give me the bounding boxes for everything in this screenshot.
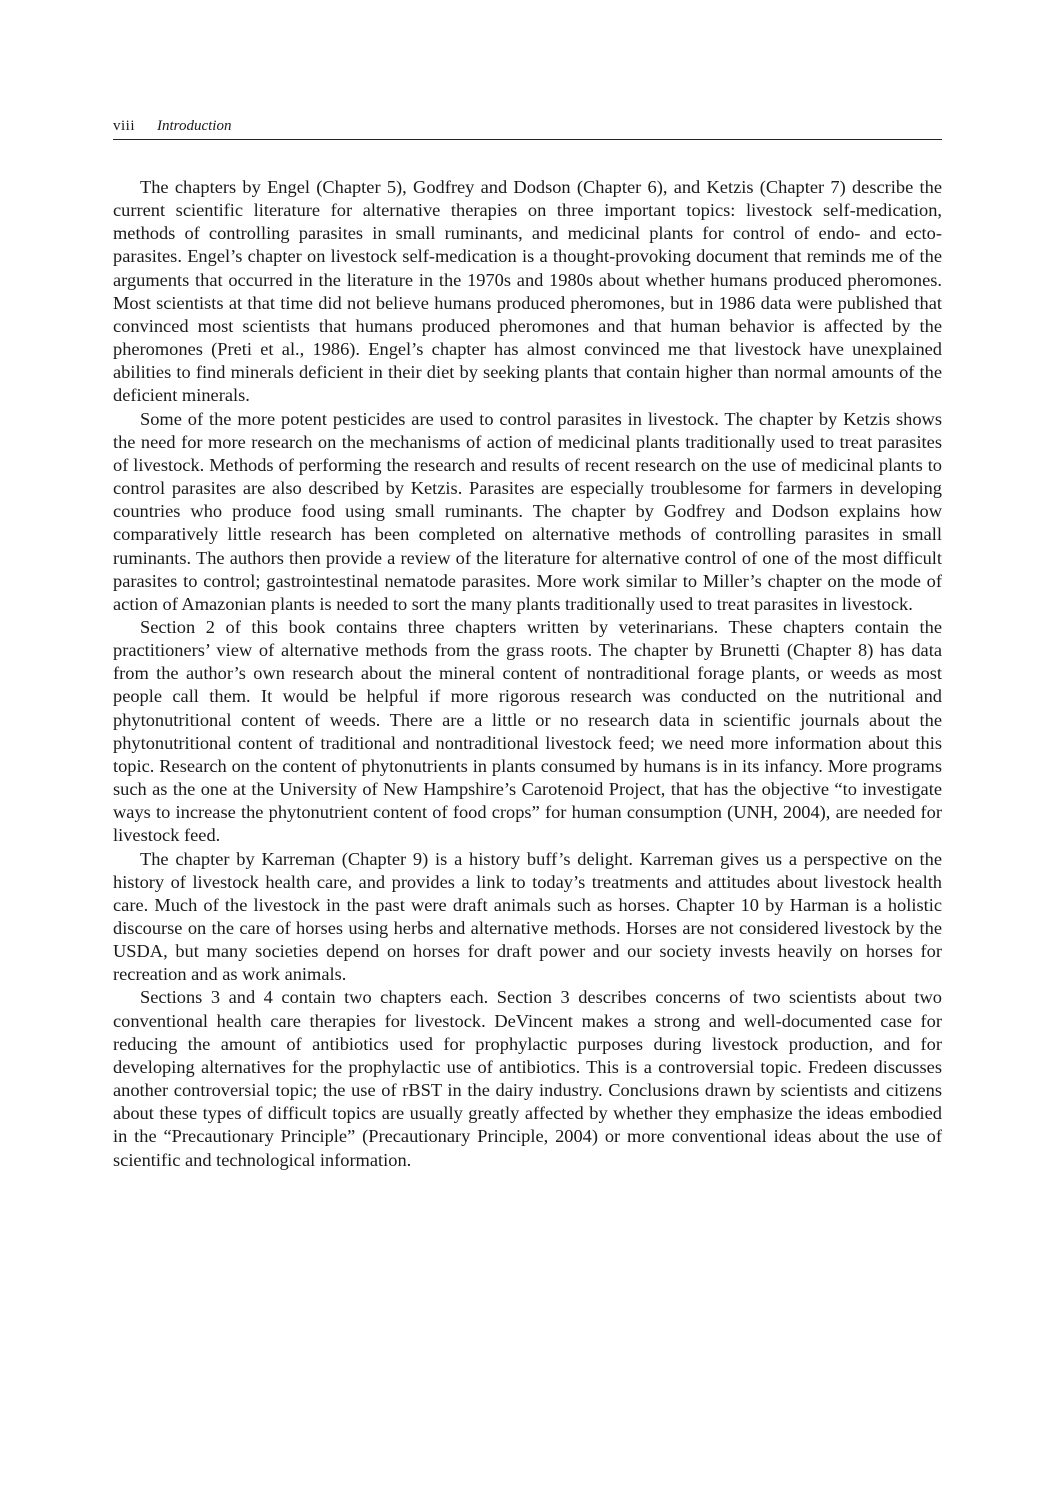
paragraph-section-2: Section 2 of this book contains three chapters written by veterinarians. These chapters contain the practitioners’ view of alternative methods from the grass roots. The chapter by Brunetti (Chapter 8) has data from the author’s own research about the mineral content of nontraditional forage plants, or weeds as most people call them. It would be helpful if more rigorous research was conducted on the nutritional and phytonutritional content of weeds. There are a little or no research data in scientific journals about the phytonutritional content of traditional and nontraditional livestock feed; we need more information about this topic. Research on the content of phytonutrients in plants consumed by humans is in its infancy. More programs such as the one at the University of New Hampshire’s Carotenoid Project, that has the objective “to investigate ways to increase the phytonutrient content of food crops” for human consumption (UNH, 2004), are needed for livestock feed. (113, 616, 942, 846)
paragraph-pesticides-parasites: Some of the more potent pesticides are used to control parasites in livestock. The chapter by Ketzis shows the need for more research on the mechanisms of action of medicinal plants traditionally used to treat parasites of livestock. Methods of performing the research and results of recent research on the use of medicinal plants to control parasites are also described by Ketzis. Parasites are especially troublesome for farmers in developing countries who produce food using small ruminants. The chapter by Godfrey and Dodson explains how comparatively little research has been completed on alternative methods of controlling parasites in small ruminants. The authors then provide a review of the literature for alternative control of one of the most difficult parasites to control; gastrointestinal nematode parasites. More work similar to Miller’s chapter on the mode of action of Amazonian plants is needed to sort the many plants traditionally used to treat parasites in livestock. (113, 408, 942, 614)
body-text (113, 176, 942, 1172)
paragraph-karreman-harman: The chapter by Karreman (Chapter 9) is a history buff’s delight. Karreman gives us a perspective on the history of livestock health care, and provides a link to today’s treatments and attitudes about livestock health care. Much of the livestock in the past were draft animals such as horses. Chapter 10 by Harman is a holistic discourse on the care of horses using herbs and alternative methods. Horses are not considered livestock by the USDA, but many societies depend on horses for draft power and our society invests heavily on horses for recreation and as work animals. (113, 848, 942, 985)
page-number: viii (113, 118, 136, 134)
paragraph-chapters-overview: The chapters by Engel (Chapter 5), Godfrey and Dodson (Chapter 6), and Ketzis (Chapter 7) describe the current scientific literature for alternative therapies on three important topics: livestock self-medication, methods of controlling parasites in small ruminants, and medicinal plants for control of endo- and ecto-parasites. Engel’s chapter on livestock self-medication is a thought-provoking document that reminds me of the arguments that occurred in the literature in the 1970s and 1980s about whether humans produced pheromones. Most scientists at that time did not believe humans produced pheromones, but in 1986 data were published that convinced most scientists that humans produced pheromones and that human behavior is affected by the pheromones (Preti et al., 1986). Engel’s chapter has almost convinced me that livestock have unexplained abilities to find minerals deficient in their diet by seeking plants that contain higher than normal amounts of the deficient minerals. (113, 177, 942, 406)
paragraph-sections-3-4: Sections 3 and 4 contain two chapters each. Section 3 describes concerns of two scientists about two conventional health care therapies for livestock. DeVincent makes a strong and well-documented case for reducing the amount of antibiotics used for prophylactic purposes during livestock production, and for developing alternatives for the prophylactic use of antibiotics. This is a controversial topic. Fredeen discusses another controversial topic; the use of rBST in the dairy industry. Conclusions drawn by scientists and citizens about these types of difficult topics are usually greatly affected by whether they emphasize the ideas embodied in the “Precautionary Principle” (Precautionary Principle, 2004) or more conventional ideas about the use of scientific and technological information. (113, 987, 942, 1170)
section-title: Introduction (157, 118, 232, 134)
running-header (113, 113, 942, 140)
